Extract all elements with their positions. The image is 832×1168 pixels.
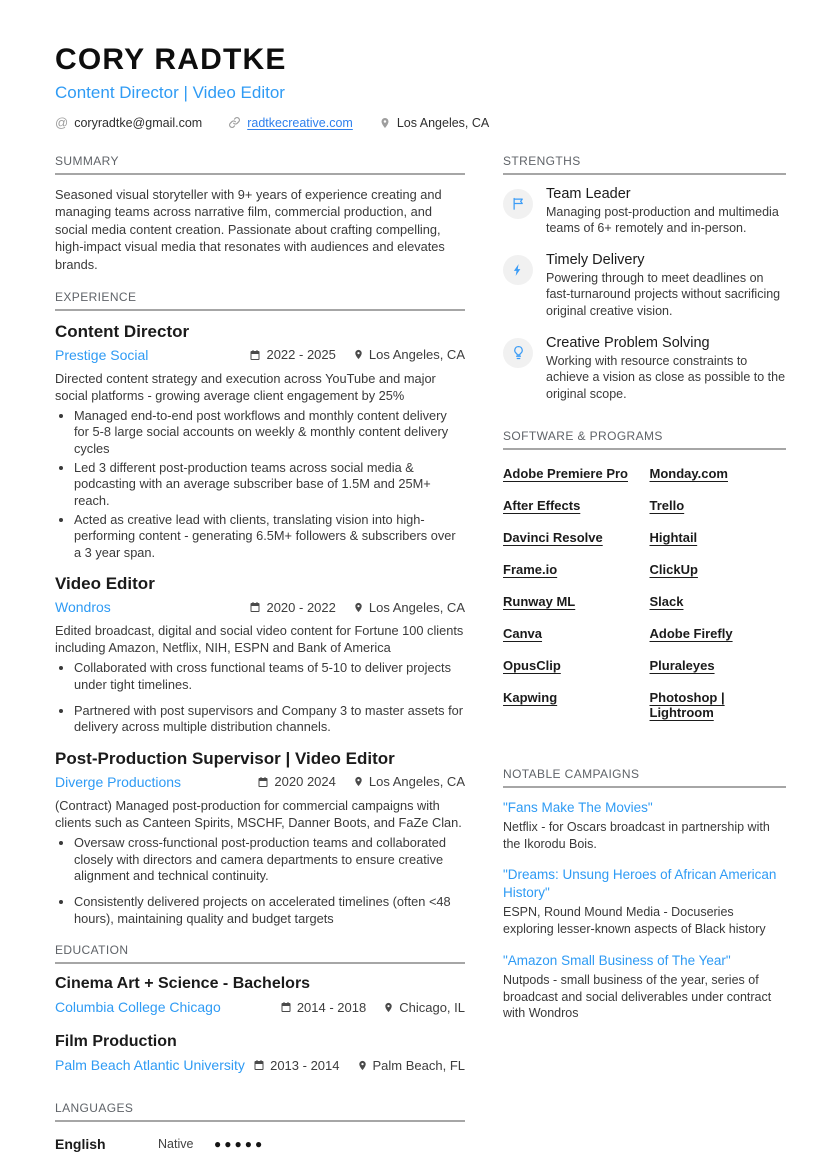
calendar-icon bbox=[280, 1001, 292, 1013]
lightbulb-icon bbox=[503, 338, 533, 368]
company-name: Diverge Productions bbox=[55, 774, 181, 790]
location-pin-icon bbox=[353, 602, 364, 613]
job-meta-row bbox=[55, 772, 465, 792]
contact-location-text: Los Angeles, CA bbox=[397, 116, 489, 130]
resume-header bbox=[55, 44, 785, 130]
strength-item bbox=[503, 252, 786, 320]
candidate-title: Content Director | Video Editor bbox=[55, 83, 785, 103]
job-meta-group bbox=[257, 774, 465, 789]
job-location bbox=[353, 774, 465, 789]
contact-email-text: coryradtke@gmail.com bbox=[74, 116, 202, 130]
job-meta-group bbox=[249, 600, 465, 615]
job-title: Video Editor bbox=[55, 574, 465, 594]
flag-icon bbox=[503, 189, 533, 219]
strength-title: Creative Problem Solving bbox=[546, 335, 786, 351]
campaign-item bbox=[503, 952, 786, 1022]
education-meta-group bbox=[280, 1000, 465, 1015]
school-name: Palm Beach Atlantic University bbox=[55, 1057, 245, 1073]
right-column bbox=[503, 154, 786, 1168]
bullet-item: • Collaborated with cross functional teams of 5-10 to deliver projects under tight timelines. bbox=[74, 660, 465, 693]
location-pin-icon bbox=[383, 1002, 394, 1013]
summary-heading: SUMMARY bbox=[55, 154, 465, 175]
software-item[interactable]: Pluraleyes bbox=[650, 658, 715, 673]
software-item[interactable]: Photoshop | Lightroom bbox=[650, 690, 787, 720]
education-item bbox=[55, 1033, 465, 1075]
education-dates bbox=[280, 1000, 366, 1015]
school-name: Columbia College Chicago bbox=[55, 999, 221, 1015]
campaign-title[interactable]: "Amazon Small Business of The Year" bbox=[503, 952, 786, 970]
calendar-icon bbox=[249, 601, 261, 613]
experience-section bbox=[55, 290, 465, 927]
education-heading: EDUCATION bbox=[55, 943, 465, 964]
job-dates bbox=[249, 600, 335, 615]
contact-website[interactable] bbox=[228, 116, 353, 130]
degree-title: Cinema Art + Science - Bachelors bbox=[55, 975, 465, 993]
location-pin-icon bbox=[357, 1060, 368, 1071]
education-dates-text: 2013 - 2014 bbox=[270, 1058, 339, 1073]
job-bullet-list bbox=[55, 660, 465, 736]
strength-title: Team Leader bbox=[546, 186, 786, 202]
software-item[interactable]: Kapwing bbox=[503, 690, 557, 705]
education-dates bbox=[253, 1058, 339, 1073]
contact-email[interactable] bbox=[55, 116, 202, 130]
language-level: Native bbox=[158, 1137, 214, 1151]
strengths-heading: STRENGTHS bbox=[503, 154, 786, 175]
calendar-icon bbox=[253, 1059, 265, 1071]
location-pin-icon bbox=[353, 776, 364, 787]
job-bullet-list bbox=[55, 408, 465, 562]
link-icon bbox=[228, 116, 241, 129]
job-dates bbox=[249, 347, 335, 362]
calendar-icon bbox=[249, 349, 261, 361]
strength-description: Working with resource constraints to achieve a vision as close as possible to the original scope. bbox=[546, 353, 786, 403]
resume-columns bbox=[55, 154, 785, 1168]
language-name: English bbox=[55, 1136, 158, 1152]
software-grid bbox=[503, 466, 786, 737]
software-item[interactable]: Trello bbox=[650, 498, 685, 513]
job-title: Post-Production Supervisor | Video Editor bbox=[55, 749, 465, 769]
strength-item bbox=[503, 186, 786, 237]
campaign-description: Nutpods - small business of the year, series of broadcast and social deliverables under contract with Wondros bbox=[503, 972, 786, 1022]
job-location bbox=[353, 347, 465, 362]
contact-location bbox=[379, 116, 489, 130]
job-location-text: Los Angeles, CA bbox=[369, 347, 465, 362]
job-meta-row bbox=[55, 345, 465, 365]
bullet-item: • Managed end-to-end post workflows and monthly content delivery for 5-8 large social accounts on weekly & monthly content delivery cycles bbox=[74, 408, 465, 458]
contact-row bbox=[55, 116, 785, 130]
software-item[interactable]: Davinci Resolve bbox=[503, 530, 603, 545]
campaign-title[interactable]: "Fans Make The Movies" bbox=[503, 799, 786, 817]
job-location-text: Los Angeles, CA bbox=[369, 774, 465, 789]
contact-website-text: radtkecreative.com bbox=[247, 116, 353, 130]
bullet-item: • Partnered with post supervisors and Company 3 to master assets for delivery across multiple distribution channels. bbox=[74, 703, 465, 736]
job-dates-text: 2020 2024 bbox=[274, 774, 335, 789]
left-column bbox=[55, 154, 465, 1168]
location-pin-icon bbox=[379, 117, 391, 129]
software-item[interactable]: Runway ML bbox=[503, 594, 575, 609]
software-item[interactable]: OpusClip bbox=[503, 658, 561, 673]
degree-title: Film Production bbox=[55, 1033, 465, 1051]
education-meta-row bbox=[55, 1055, 465, 1075]
education-location bbox=[357, 1058, 466, 1073]
bolt-icon bbox=[503, 255, 533, 285]
campaign-description: Netflix - for Oscars broadcast in partnership with the Ikorodu Bois. bbox=[503, 819, 786, 852]
candidate-name: CORY RADTKE bbox=[55, 44, 785, 76]
strength-content bbox=[546, 186, 786, 237]
strength-content bbox=[546, 252, 786, 320]
languages-section bbox=[55, 1101, 465, 1152]
software-item[interactable]: After Effects bbox=[503, 498, 580, 513]
languages-heading: LANGUAGES bbox=[55, 1101, 465, 1122]
education-location-text: Palm Beach, FL bbox=[373, 1058, 466, 1073]
education-item bbox=[55, 975, 465, 1017]
strengths-section bbox=[503, 154, 786, 403]
at-sign-icon: @ bbox=[55, 116, 68, 129]
summary-section bbox=[55, 154, 465, 274]
software-item[interactable]: Adobe Premiere Pro bbox=[503, 466, 628, 481]
software-item[interactable]: Monday.com bbox=[650, 466, 729, 481]
education-location-text: Chicago, IL bbox=[399, 1000, 465, 1015]
software-item[interactable]: Frame.io bbox=[503, 562, 557, 577]
experience-heading: EXPERIENCE bbox=[55, 290, 465, 311]
campaign-title[interactable]: "Dreams: Unsung Heroes of African American History" bbox=[503, 866, 786, 901]
company-name: Prestige Social bbox=[55, 347, 148, 363]
job-location bbox=[353, 600, 465, 615]
calendar-icon bbox=[257, 776, 269, 788]
strength-content bbox=[546, 335, 786, 403]
education-section bbox=[55, 943, 465, 1075]
location-pin-icon bbox=[353, 349, 364, 360]
campaign-description: ESPN, Round Mound Media - Docuseries exploring lesser-known aspects of Black history bbox=[503, 904, 786, 937]
summary-text: Seasoned visual storyteller with 9+ years of experience creating and managing teams across narrative film, commercial production, and social media content creation. Passionate about crafting compelling, high-impact visual media that resonates with audiences and elevates brands. bbox=[55, 186, 465, 274]
bullet-item: • Consistently delivered projects on accelerated timelines (often <48 hours), maintaining quality and budget targets bbox=[74, 894, 465, 927]
software-item[interactable]: Canva bbox=[503, 626, 542, 641]
bullet-item: • Led 3 different post-production teams across social media & podcasting with an average subscriber base of 1.5M and 25M+ reach. bbox=[74, 460, 465, 510]
strength-description: Managing post-production and multimedia teams of 6+ remotely and in-person. bbox=[546, 204, 786, 237]
bullet-item: • Oversaw cross-functional post-production teams and collaborated closely with directors and camera departments to ensure creative alignment and technical continuity. bbox=[74, 835, 465, 885]
job-title: Content Director bbox=[55, 322, 465, 342]
job-meta-row bbox=[55, 597, 465, 617]
job-description: (Contract) Managed post-production for commercial campaigns with clients such as Canteen Spirits, MSCHF, Danner Boots, and FaZe Clan. bbox=[55, 797, 465, 831]
experience-job bbox=[55, 322, 465, 562]
software-section bbox=[503, 429, 786, 737]
job-bullet-list bbox=[55, 835, 465, 927]
software-item[interactable]: ClickUp bbox=[650, 562, 698, 577]
language-row bbox=[55, 1136, 465, 1152]
strength-title: Timely Delivery bbox=[546, 252, 786, 268]
job-dates-text: 2020 - 2022 bbox=[266, 600, 335, 615]
job-description: Directed content strategy and execution across YouTube and major social platforms - growing average client engagement by 25% bbox=[55, 370, 465, 404]
job-description: Edited broadcast, digital and social video content for Fortune 100 clients including Amazon, Netflix, NIH, ESPN and Bank of America bbox=[55, 622, 465, 656]
job-meta-group bbox=[249, 347, 465, 362]
experience-job bbox=[55, 749, 465, 927]
education-meta-row bbox=[55, 997, 465, 1017]
education-dates-text: 2014 - 2018 bbox=[297, 1000, 366, 1015]
software-heading: SOFTWARE & PROGRAMS bbox=[503, 429, 786, 450]
software-column-1 bbox=[503, 466, 640, 737]
bullet-item: • Acted as creative lead with clients, translating vision into high-performing content - generating 6.5M+ followers & subscribers over a 3 year span. bbox=[74, 512, 465, 562]
software-column-2 bbox=[650, 466, 787, 737]
campaign-item bbox=[503, 866, 786, 937]
job-location-text: Los Angeles, CA bbox=[369, 600, 465, 615]
education-meta-group bbox=[253, 1058, 465, 1073]
software-item[interactable]: Slack bbox=[650, 594, 684, 609]
job-dates bbox=[257, 774, 335, 789]
software-item[interactable]: Adobe Firefly bbox=[650, 626, 733, 641]
software-item[interactable]: Hightail bbox=[650, 530, 698, 545]
campaigns-section bbox=[503, 767, 786, 1023]
education-location bbox=[383, 1000, 465, 1015]
strength-description: Powering through to meet deadlines on fast-turnaround projects without sacrificing original creative vision. bbox=[546, 270, 786, 320]
job-dates-text: 2022 - 2025 bbox=[266, 347, 335, 362]
campaign-item bbox=[503, 799, 786, 853]
strength-item bbox=[503, 335, 786, 403]
experience-job bbox=[55, 574, 465, 736]
campaigns-heading: NOTABLE CAMPAIGNS bbox=[503, 767, 786, 788]
language-proficiency-dots: ●●●●● bbox=[214, 1137, 265, 1151]
company-name: Wondros bbox=[55, 599, 111, 615]
